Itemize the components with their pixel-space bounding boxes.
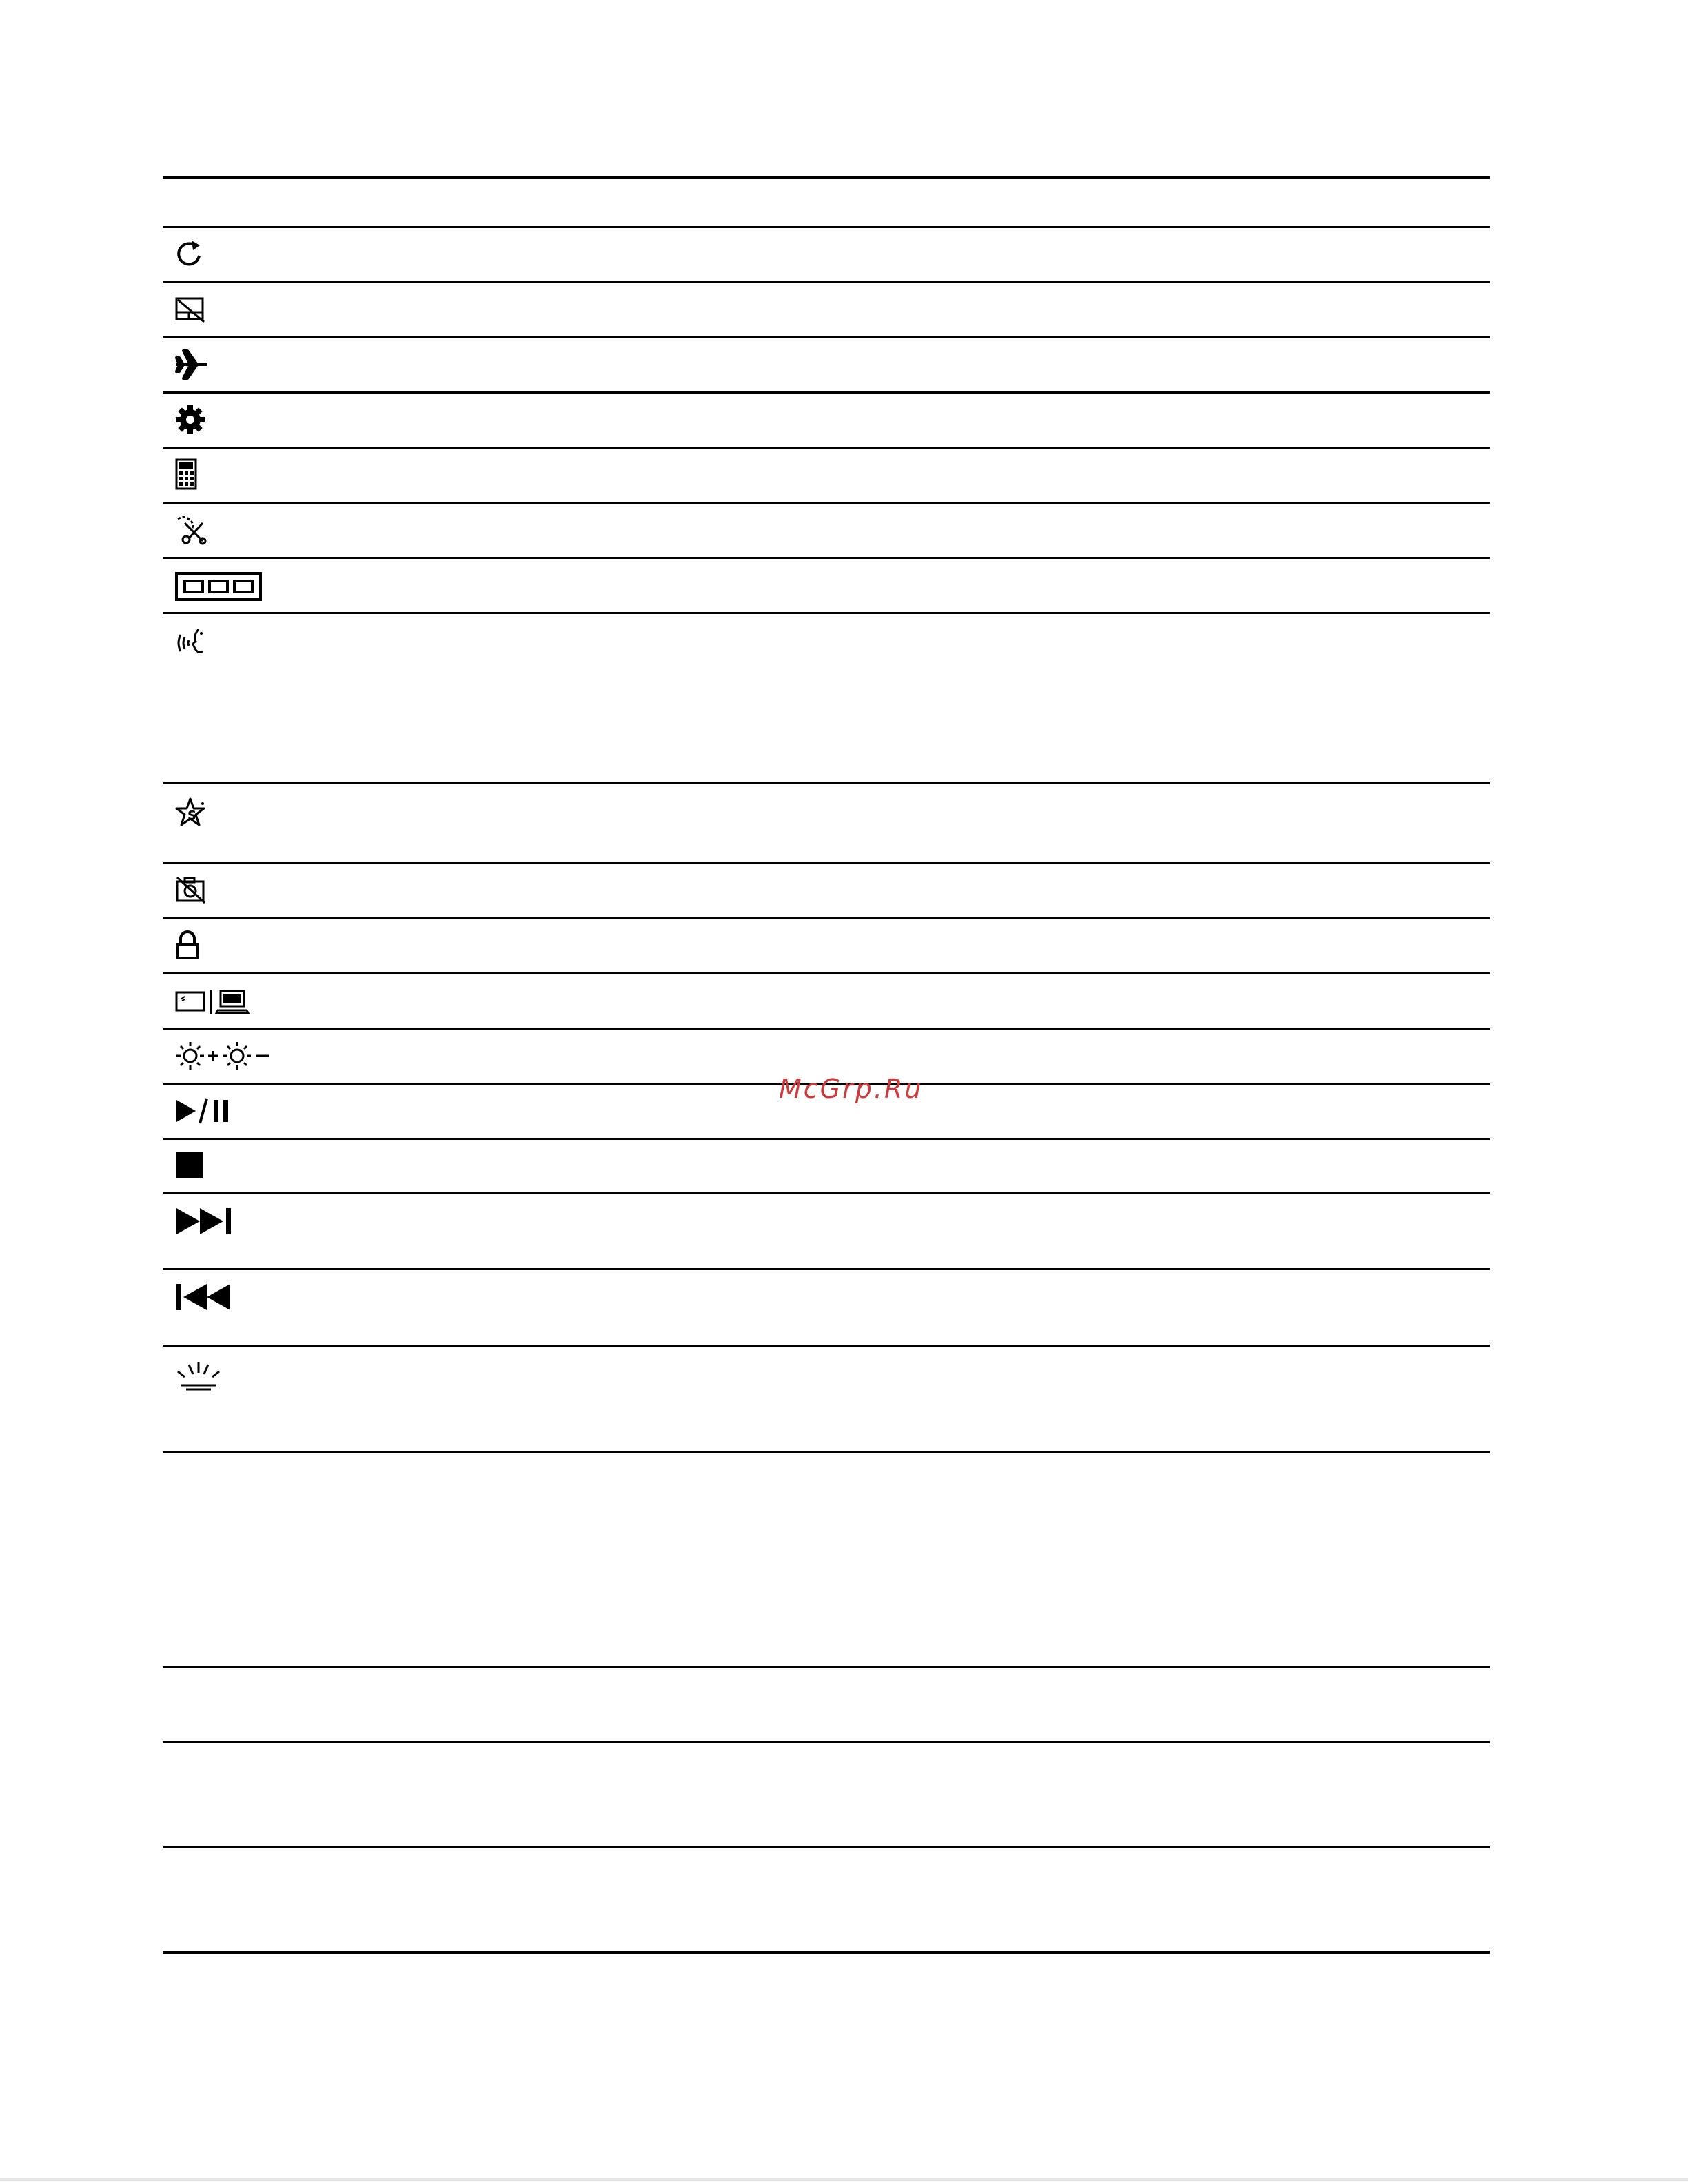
voice-assistant-icon xyxy=(175,626,205,657)
table-row xyxy=(163,283,1490,336)
table-row xyxy=(163,394,1490,447)
row-divider xyxy=(163,1846,1490,1848)
touchpad-disabled-icon xyxy=(175,296,205,323)
settings-gear-icon xyxy=(175,405,205,435)
row-divider xyxy=(163,1741,1490,1743)
table-row xyxy=(163,614,1490,782)
table-row xyxy=(163,1347,1490,1451)
svg-text:S: S xyxy=(187,808,196,823)
page-bottom-edge xyxy=(0,2178,1688,2181)
snipping-tool-icon xyxy=(175,513,207,545)
table-bottom-rule xyxy=(163,1951,1490,1954)
table-row xyxy=(163,228,1490,281)
lock-icon xyxy=(175,929,200,961)
table-row xyxy=(163,974,1490,1028)
next-track-icon xyxy=(175,1207,233,1236)
refresh-icon xyxy=(175,239,204,271)
table-row xyxy=(163,449,1490,502)
play-pause-icon xyxy=(175,1097,232,1125)
table-row xyxy=(163,919,1490,972)
table-top-rule xyxy=(163,176,1490,179)
table-row xyxy=(163,559,1490,612)
airplane-mode-icon xyxy=(175,349,208,380)
stop-icon xyxy=(175,1151,204,1180)
brightness-up-down-icon xyxy=(175,1041,272,1071)
watermark-text: McGrp.Ru xyxy=(779,1074,924,1104)
display-switch-icon xyxy=(175,987,250,1016)
table-row xyxy=(163,338,1490,391)
table-row xyxy=(163,1140,1490,1192)
table-row xyxy=(163,864,1490,917)
previous-track-icon xyxy=(175,1283,233,1312)
table-row xyxy=(163,504,1490,557)
table-row xyxy=(163,784,1490,862)
table-bottom-rule xyxy=(163,1451,1490,1453)
smart-favorites-icon xyxy=(175,797,208,828)
table-row xyxy=(163,1270,1490,1345)
camera-disabled-icon xyxy=(175,875,207,904)
table-row xyxy=(163,1194,1490,1268)
keyboard-backlight-icon xyxy=(175,1360,222,1391)
keyboard-layout-icon xyxy=(175,572,262,601)
calculator-icon xyxy=(175,458,197,490)
table-top-rule xyxy=(163,1666,1490,1668)
